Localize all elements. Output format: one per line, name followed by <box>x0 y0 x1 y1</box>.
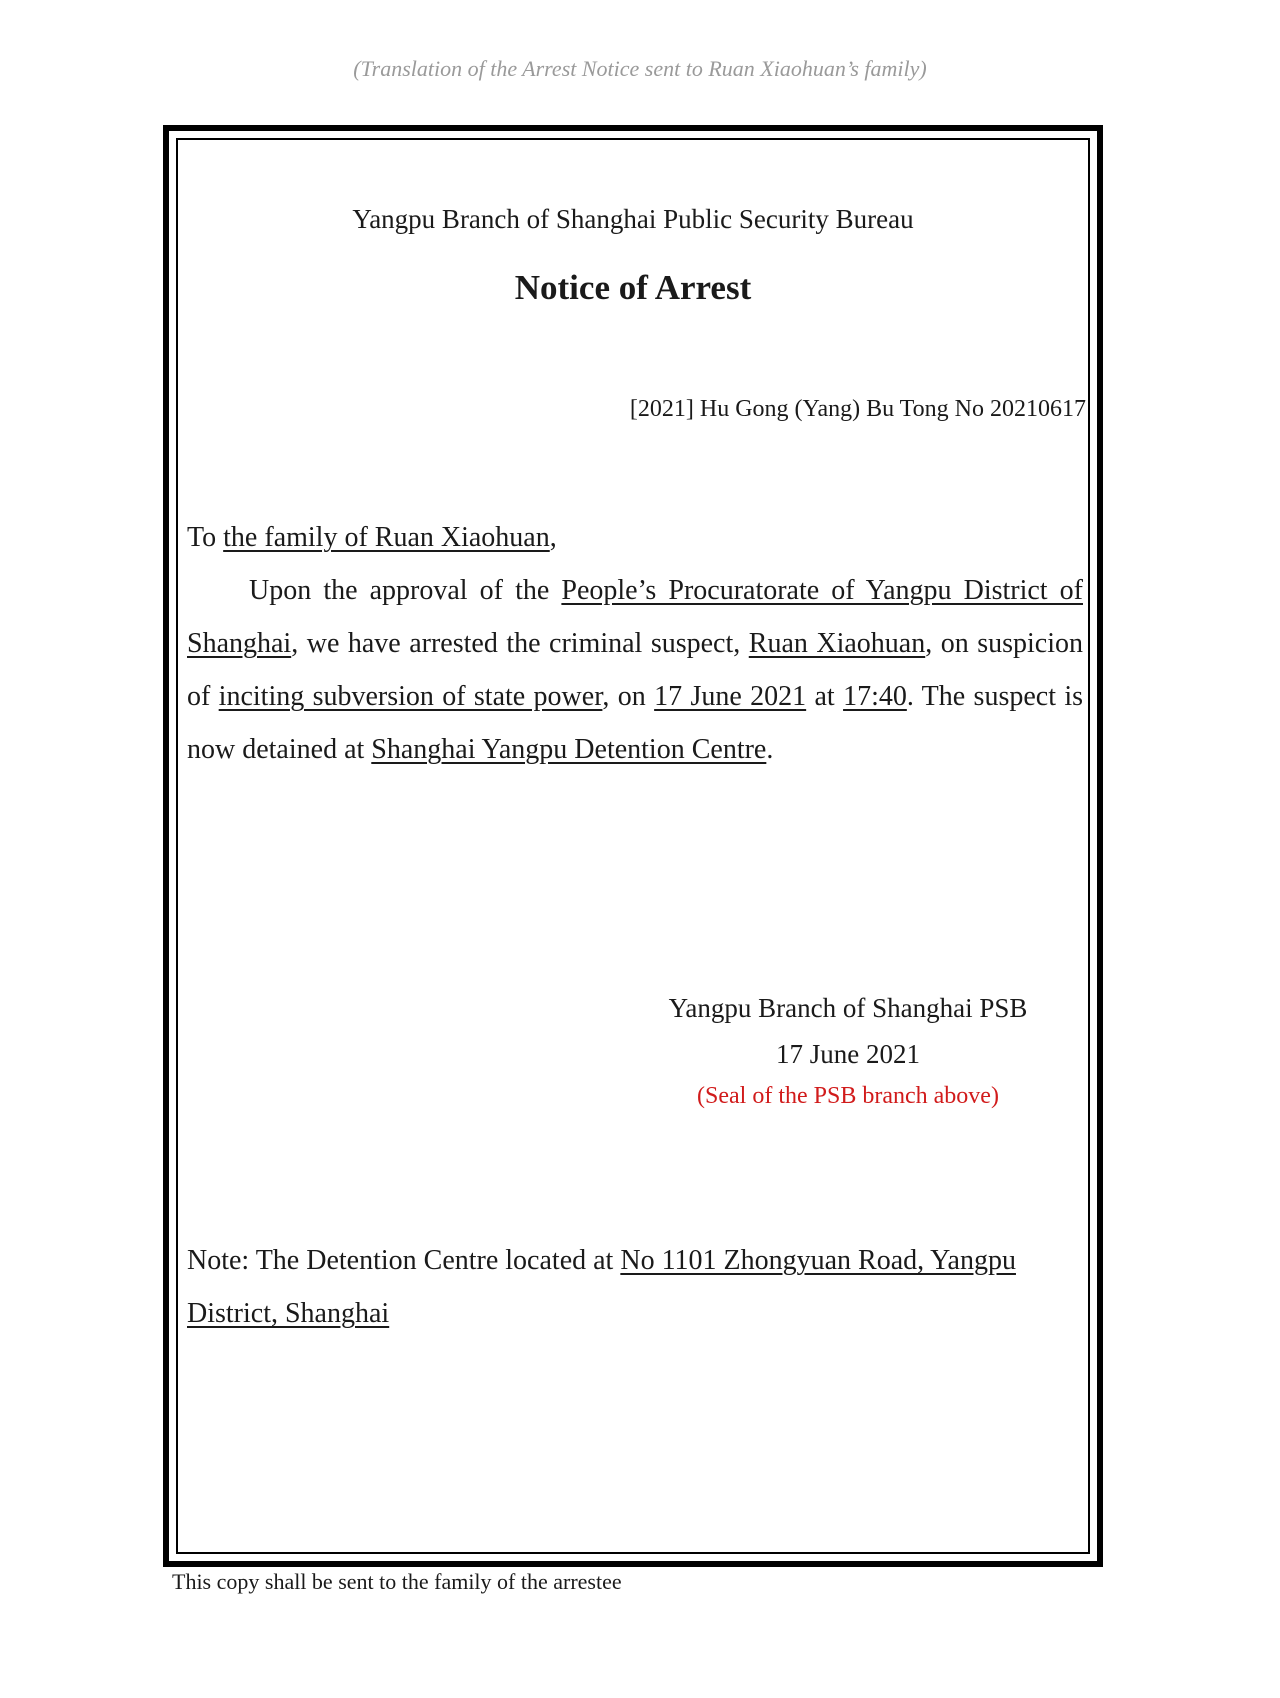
detention-place: Shanghai Yangpu Detention Centre <box>371 734 767 765</box>
reference-number: [2021] Hu Gong (Yang) Bu Tong No 20210617 <box>629 396 1086 422</box>
notice-body <box>187 511 1083 776</box>
signing-office: Yangpu Branch of Shanghai PSB <box>668 993 1028 1023</box>
translation-note: (Translation of the Arrest Notice sent to Ruan Xiaohuan’s family) <box>353 56 927 81</box>
salutation: To the family of Ruan Xiaohuan, <box>187 522 557 553</box>
arrest-paragraph: Upon the approval of the People’s Procuratorate of Yangpu District of Shanghai, we have arrested the criminal suspect, Ruan Xiaohuan, on suspicion of inciting subversion of state power, on 17 June 2021 at 17:40. The suspect is now detained at Shanghai Yangpu Detention Centre. <box>187 575 1084 765</box>
seal-note: (Seal of the PSB branch above) <box>697 1083 999 1109</box>
document-inner-frame <box>176 138 1090 1554</box>
signing-date: 17 June 2021 <box>776 1039 920 1069</box>
detention-address: No 1101 Zhongyuan Road, Yangpu District, Shanghai <box>187 1245 1016 1329</box>
approving-authority: People’s Procuratorate of Yangpu District of Shanghai <box>187 575 1083 659</box>
arrest-date: 17 June 2021 <box>654 681 807 712</box>
page-title: Notice of Arrest <box>514 268 752 307</box>
suspect-name: Ruan Xiaohuan <box>748 628 926 659</box>
copy-note: This copy shall be sent to the family of the arrestee <box>172 1569 622 1594</box>
arrest-time: 17:40 <box>843 681 907 712</box>
issuer-heading: Yangpu Branch of Shanghai Public Security Bureau <box>352 204 914 234</box>
recipient: the family of Ruan Xiaohuan <box>223 522 550 553</box>
document-frame <box>163 125 1103 1567</box>
address-note: Note: The Detention Centre located at No 1101 Zhongyuan Road, Yangpu District, Shanghai <box>187 1245 1016 1329</box>
charge: inciting subversion of state power <box>218 681 603 712</box>
signature-block <box>613 985 1083 1115</box>
